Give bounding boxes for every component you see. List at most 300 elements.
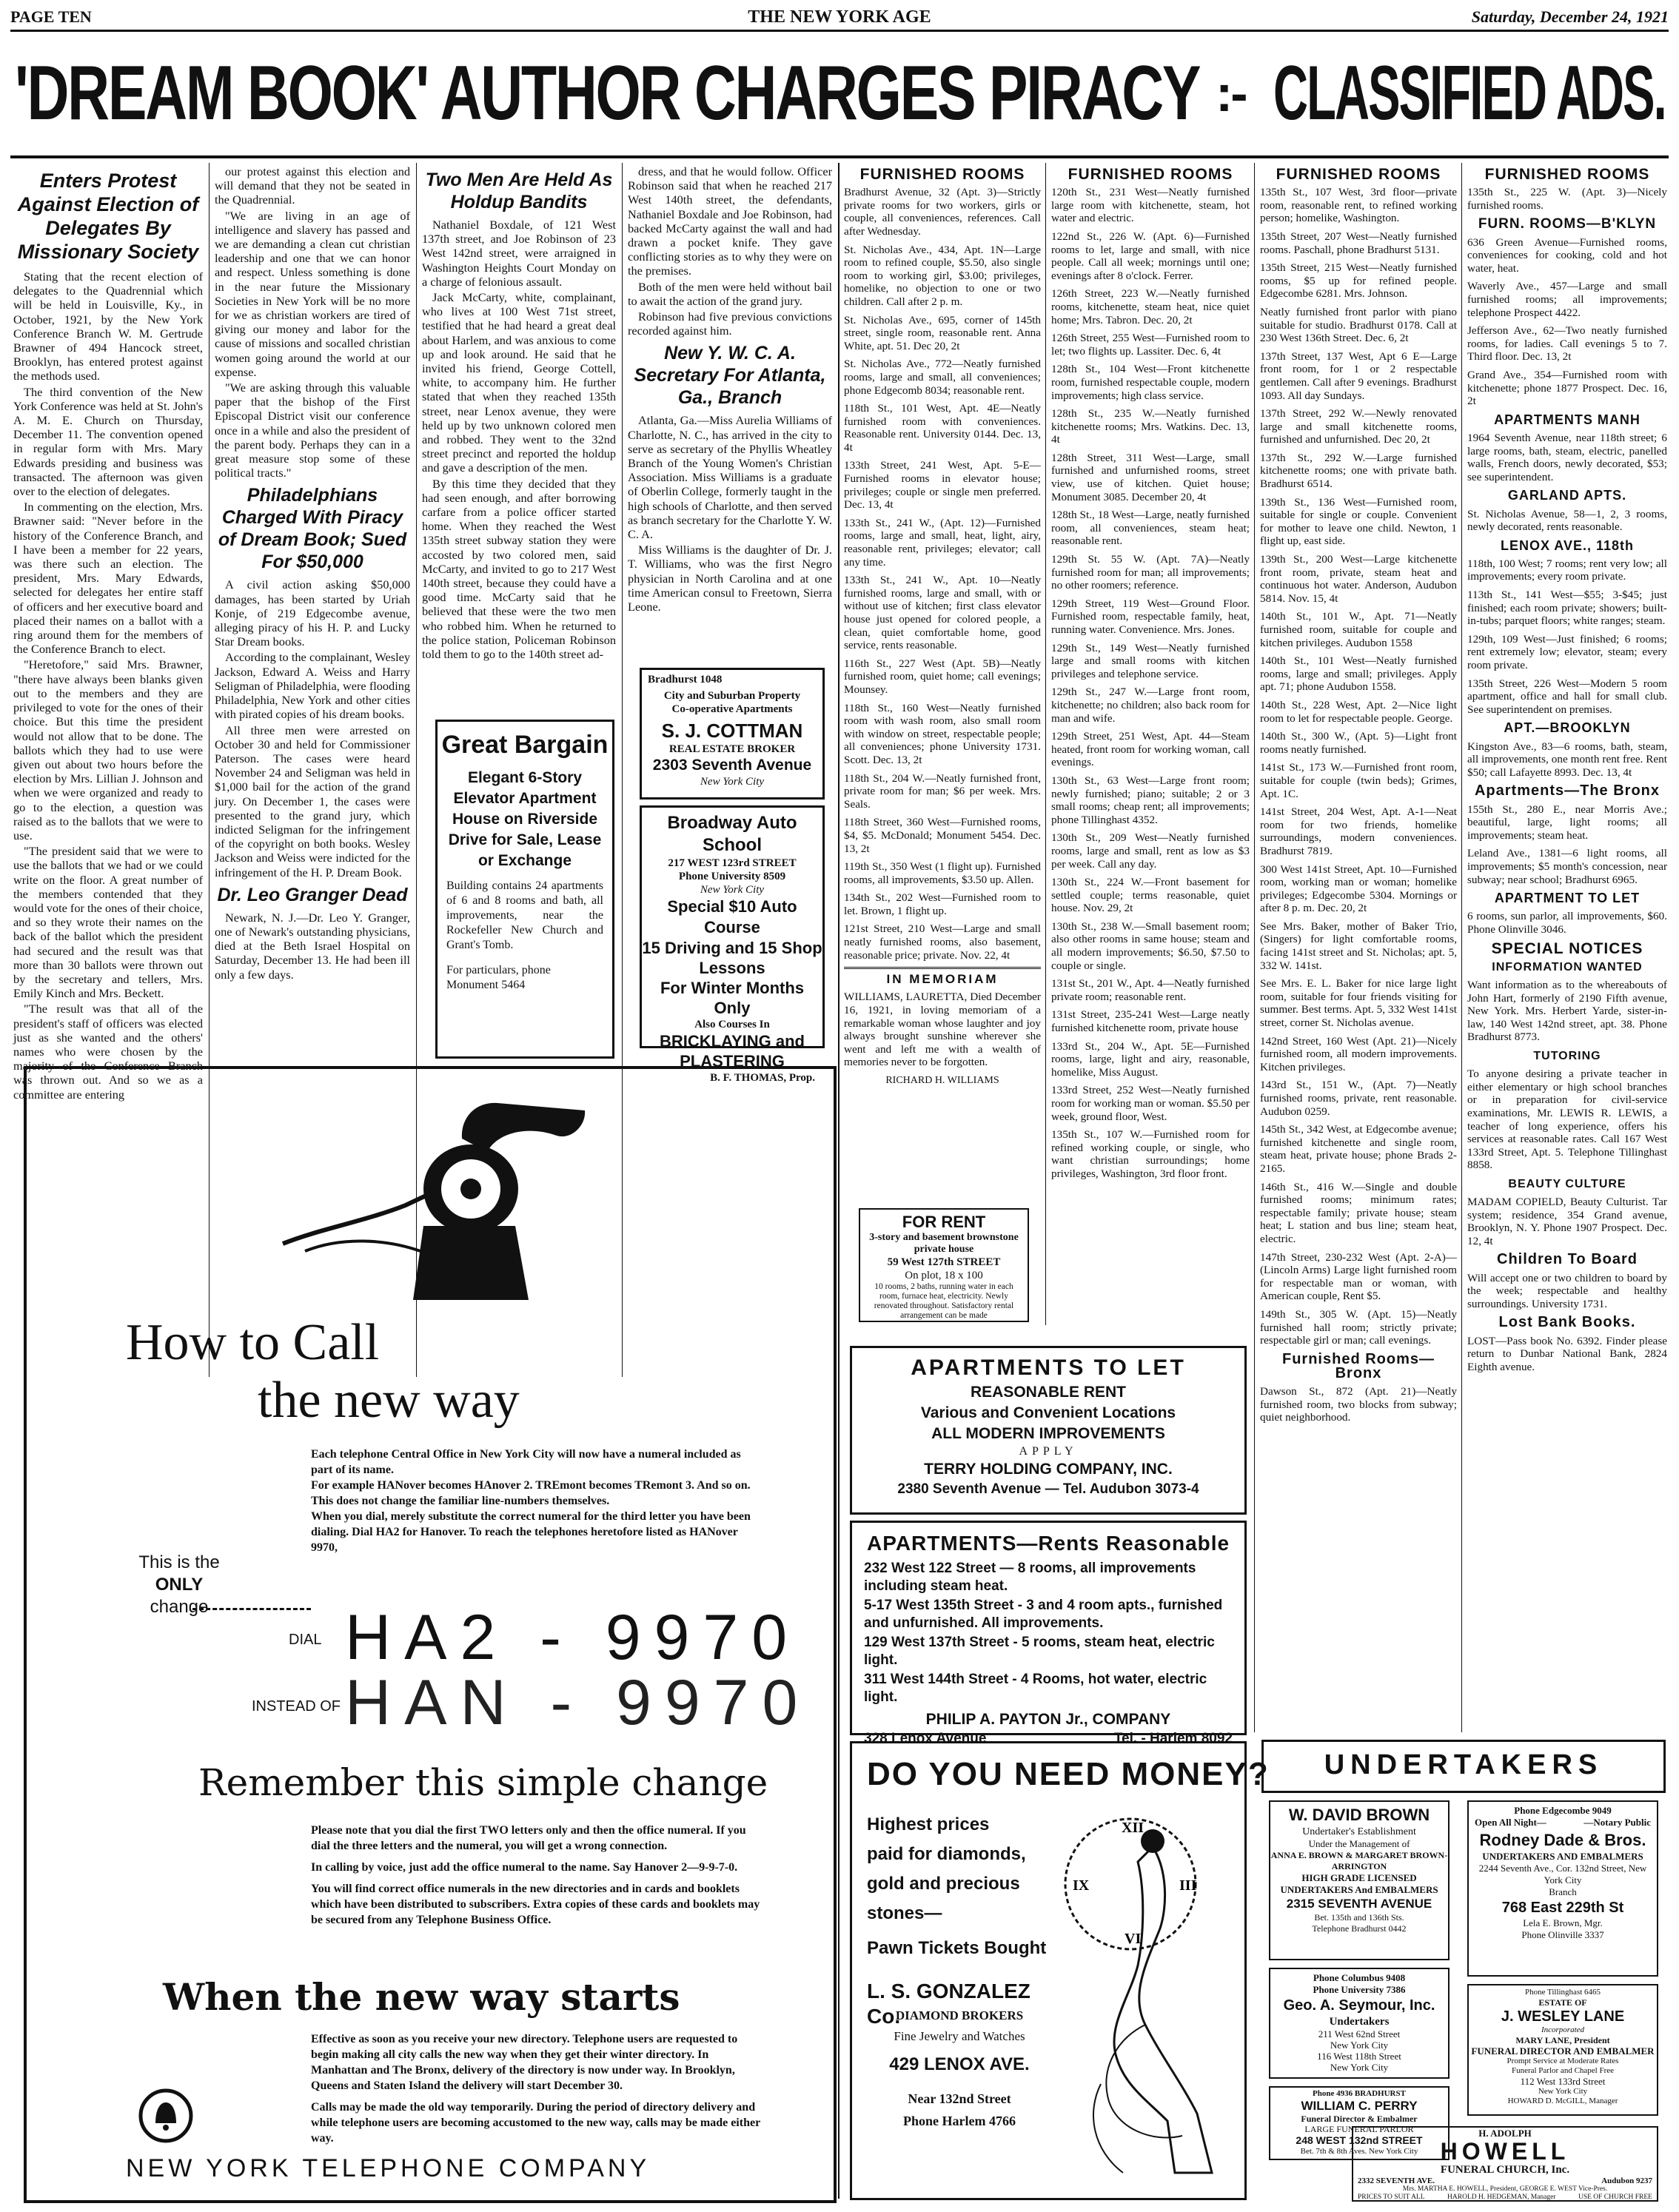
ad-title: Great Bargain [441, 731, 609, 759]
paragraph: Stating that the recent election of delegates to the Quadrennial which will be held in Louisville, Ky., in October, 1921, by the New York Conference Branch W. M. Gertrude Brawner of 494 Hancock street, Brooklyn, has entered protest against the methods used. [13, 269, 203, 383]
ad-name: Rodney Dade & Bros. [1479, 1831, 1646, 1849]
listing-item: 134th St., 202 West—Furnished room to let. Brown, 1 flight up. [844, 891, 1041, 917]
listing-item: 129th Street, 251 West, Apt. 44—Steam heated, front room for working woman, call evenings. [1051, 730, 1250, 769]
listing-item: 118th St., 204 W.—Neatly furnished front, private room for man; $6 per week. Mrs. Seals. [844, 771, 1041, 811]
ad-line: New York City [700, 884, 765, 896]
headline-ywca: New Y. W. C. A. Secretary For Atlanta, Ga., Branch [634, 343, 826, 409]
listing-item: Grand Ave., 354—Furnished room with kitchenette; phone 1877 Prospect. Dec. 16, 2t [1467, 368, 1667, 408]
listing-group [1467, 432, 1667, 483]
memoriam-signature: RICHARD H. WILLIAMS [885, 1075, 999, 1087]
section-title: SPECIAL NOTICES [1491, 939, 1643, 957]
headline-holdup: Two Men Are Held As Holdup Bandits [425, 170, 613, 212]
listing-item: 118th St., 160 West—Neatly furnished room with wash room, also small room with window on street, respectable people; all conveniences; phone University 1731. Scott. Dec. 13, 2t [844, 701, 1041, 766]
section-title: FURNISHED ROOMS [1068, 166, 1233, 183]
ad-need-money [850, 1741, 1270, 2200]
tel-effective [311, 2031, 763, 2146]
paragraph: All three men were arrested on October 30 and held for Commissioner Paterson. The cases were heard November 24 and Seligman was held in $1,000 bail for the action of the grand jury. On December 1, the cases were presented to the grand jury, which indicted Seligman for the infringement of the copyright on both books. Wesley Jackson and Weiss were indicted for the infringement of the H. P. Dream Book. [215, 723, 410, 879]
listing-item: 135th St., 107 W.—Furnished room for refined working couple, or single, who want christian surroundings; home privileges, Washington, 3rd floor front. [1051, 1128, 1250, 1180]
ad-line: On plot, 18 x 100 [905, 1270, 983, 1281]
ad-line: Funeral Parlor and Chapel Free [1511, 2066, 1615, 2075]
ad-line: New York City [700, 776, 765, 788]
listing-item: 129th St. 55 W. (Apt. 7A)—Neatly furnished room for man; all improvements; no other roomers; reference. [1051, 553, 1250, 592]
ad-line: 10 rooms, 2 baths, running water in each room, furnace heat, electricity. Newly renovated throughout. Satisfactory rental arrangement can be made [874, 1282, 1014, 1320]
bell-logo-icon [138, 2088, 194, 2144]
ad-line [1358, 2176, 1652, 2185]
listing-item: St. Nicholas Ave., 695, corner of 145th street, single room, reasonable rent. Anna White, apt. 51. Dec 20, 2t [844, 313, 1041, 352]
listing-item: 130th St., 224 W.—Front basement for settled couple; terms reasonable, quiet house. Nov. 29, 2t [1051, 876, 1250, 915]
ad-cottman [640, 668, 825, 800]
ad-line: Co-operative Apartments [671, 703, 793, 715]
ad-title: DO YOU NEED MONEY? [867, 1756, 1270, 1792]
section-title: UNDERTAKERS [1324, 1749, 1603, 1780]
listing-item: 128th St., 18 West—Large, neatly furnished room, all conveniences, steam heat; reasonable rent. [1051, 509, 1250, 548]
memoriam-title: IN MEMORIAM [886, 972, 999, 987]
ad-line: FUNERAL CHURCH, Inc. [1440, 2164, 1570, 2176]
ad-line: ANNA E. BROWN & MARGARET BROWN-ARRINGTON [1270, 1850, 1448, 1871]
listing-item: See Mrs. E. L. Baker for nice large light room, suitable for four friends visiting for summer. Best terms. Apt. 5, 332 West 141st street, corner St. Nicholas avenue. [1260, 977, 1457, 1030]
paragraph: Each telephone Central Office in New York City will now have a numeral included as part of its name. [311, 1448, 741, 1476]
note-line: ONLY [155, 1575, 204, 1595]
ad-title: APARTMENTS—Rents Reasonable [867, 1532, 1230, 1555]
ad-body: Building contains 24 apartments of 6 and 8 rooms and bath, all improvements, near the Rockefeller New Church and Grant's Tomb. [446, 879, 603, 951]
telephone-icon [275, 1081, 594, 1303]
listing-item: 137th Street, 137 West, Apt 6 E—Large front room, for 1 or 2 respectable gentlemen. Call after 9 evenings. Bradhurst 1093. All day Sundays. [1260, 349, 1457, 402]
section-title: APARTMENT TO LET [1494, 891, 1641, 906]
ad-line: DIAMOND BROKERS [895, 2008, 1024, 2022]
classified-misc [1467, 164, 1667, 1732]
headline-granger: Dr. Leo Granger Dead [217, 884, 408, 905]
classified-furnished-rooms-1 [844, 164, 1041, 1193]
ad-line: New York City [1330, 2040, 1389, 2051]
listing-item: 113th St., 141 West—$55; 3-$45; just finished; each room private; showers; built-in-tubs; parquet floors; white ranges; steam. [1467, 589, 1667, 628]
listing-item: 143rd St., 151 W., (Apt. 7)—Neatly furnished rooms, private, rent reasonable. Audubon 0259. [1260, 1079, 1457, 1118]
ad-line: 129 West 137th Street - 5 rooms, steam heat, electric light. [864, 1635, 1215, 1668]
ad-line: BRICKLAYING and [660, 1032, 805, 1050]
section-title: FURNISHED ROOMS [859, 166, 1025, 183]
ad-phone: Bradhurst 1048 [648, 674, 723, 686]
paragraph: Newark, N. J.—Dr. Leo Y. Granger, one of Newark's outstanding physicians, died at the Beth Israel Hospital on Saturday, December 13. He had been ill only a few days. [215, 910, 410, 982]
ad-line: Phone University 8509 [678, 871, 786, 882]
listing-item: 121st Street, 210 West—Large and small neatly furnished rooms, also basement, reasonable price; private. Nov. 22, 4t [844, 922, 1041, 962]
ad-title: APARTMENTS TO LET [911, 1355, 1186, 1380]
listing-item: 129th St., 247 W.—Large front room, kitchenette; no children; also back room for man and wife. [1051, 686, 1250, 725]
listing-item: 137th Street, 292 W.—Newly renovated large and small kitchenette rooms, furnished and unfurnished. Dec 20, 2t [1260, 407, 1457, 446]
listing-item: St. Nicholas Avenue, 58—1, 2, 3 rooms, newly decorated, rents reasonable. [1467, 507, 1667, 534]
ad-line: 15 Driving and 15 Shop [642, 939, 822, 957]
section-title: FURN. ROOMS—B'KLYN [1478, 216, 1657, 232]
listing-item: 118th, 100 West; 7 rooms; rent very low; all improvements; every room private. [1467, 557, 1667, 583]
listing-item: 118th Street, 360 West—Furnished rooms, $4, $5. McDonald; Monument 5454. Dec. 13, 2t [844, 816, 1041, 855]
listing-item: 1964 Seventh Avenue, near 118th street; 6 large rooms, bath, steam, electric, panelled walls, French doors, newly decorated, $53; see superintendent. [1467, 431, 1667, 483]
section-title: FURNISHED ROOMS [1276, 166, 1441, 183]
ad-line: HOWARD D. McGILL, Manager [1507, 2097, 1618, 2105]
ad-line: New York City [1538, 2087, 1588, 2096]
listing-item: Bradhurst Avenue, 32 (Apt. 3)—Strictly private rooms for two workers, girls or couple, all conveniences, references. Call after Wednesday. [844, 186, 1041, 238]
undertakers-header [1261, 1740, 1666, 1793]
column-rule [1254, 163, 1255, 1732]
ad-line: UNDERTAKERS And EMBALMERS [1280, 1884, 1438, 1895]
paragraph: According to the complainant, Wesley Jackson, Edward A. Weiss and Harry Seligman of Philadelphia, were flooding Philadelphia, New York and other cities with pirated copies of his dream books. [215, 650, 410, 722]
listing-item: 120th St., 231 West—Neatly furnished large room with kitchenette, steam, hot water and electric. [1051, 186, 1250, 225]
listing-item: 145th St., 342 West, at Edgecombe avenue; furnished kitchenette and single room, steam heat, private house; phone Brads 2-2165. [1260, 1123, 1457, 1175]
banner-separator: :- [1216, 64, 1246, 122]
clock-dancer-illustration-icon [1056, 1803, 1234, 2188]
tel-remember: Remember this simple change [198, 1761, 768, 1804]
ad-line: H. ADOLPH [1478, 2128, 1532, 2139]
column-rule [838, 163, 840, 2199]
listing-item: 147th Street, 230-232 West (Apt. 2-A)—(Lincoln Arms) Large light furnished room for respectable man or woman, with American couple, Rent $5. [1260, 1250, 1457, 1303]
ad-telephone [24, 1066, 837, 2203]
listing-item: 139th St., 136 West—Furnished room, suitable for single or couple. Convenient for mother to leave one child. Newton, 1 flight up, east side. [1260, 495, 1457, 548]
section-title: Children To Board [1497, 1251, 1638, 1268]
ad-line [1475, 1817, 1651, 1829]
listing-item: 6 rooms, sun parlor, all improvements, $60. Phone Olinville 3046. [1467, 910, 1667, 936]
listing-item: Waverly Ave., 457—Large and small furnished rooms; all improvements; telephone Prospect 4422. [1467, 280, 1667, 319]
listing-item: Leland Ave., 1381—6 light rooms, all improvements; $5 month's concession, near subway; near school; Bradhurst 6965. [1467, 847, 1667, 886]
ad-line: Under the Management of [1308, 1838, 1410, 1849]
listing-item: 133th St., 241 W., (Apt. 12)—Furnished rooms, large and small, heat, light, airy, reasonable rent, privileges; elevator; call any time. [844, 516, 1041, 569]
listing-item: 135th Street, 215 West—Neatly furnished rooms, $5 up for refined people. Edgecombe 6281. Mrs. Johnson. [1260, 261, 1457, 301]
paragraph: "The result was that all of the president's staff of officers was elected just as she wanted and the others' names who were chosen by the majority of the Conference Branch was thrown out. And so we as a committee are entering [13, 1002, 203, 1102]
listing-item: To anyone desiring a private teacher in either elementary or high school branches or in preparation for civil-service examinations, Mr. LEWIS R. LEWIS, a teacher of long experience, offers his services at reasonable rates. Call 167 West 133rd Street, Apt. 5. Telephone Tillinghast 8858. [1467, 1068, 1667, 1172]
banner-headline: 'DREAM BOOK' AUTHOR CHARGES PIRACY [15, 50, 1200, 136]
column-rule [1461, 163, 1462, 1732]
ad-line: Lessons [699, 959, 765, 977]
listing-item: 129th, 109 West—Just finished; 6 rooms; rent extremely low; elevator, steam; every room private. [1467, 632, 1667, 672]
ad-name: PHILIP A. PAYTON Jr., COMPANY [925, 1711, 1171, 1728]
ad-phone: Telephone Bradhurst 0442 [1312, 1923, 1407, 1934]
paragraph: Please note that you dial the first TWO letters only and then the office numeral. If you dial the three letters and the numeral, you will get a wrong connection. [311, 1824, 746, 1852]
section-title: INFORMATION WANTED [1492, 960, 1643, 973]
listing-item: 155th St., 280 E., near Morris Ave.; beautiful, large, light rooms; all improvements; steam heat. [1467, 802, 1667, 842]
ad-line: Prompt Service at Moderate Rates [1507, 2057, 1619, 2065]
ad-line: B. F. THOMAS, Prop. [710, 1072, 815, 1084]
ad-phone: Phone Tillinghast 6465 [1524, 1988, 1601, 1997]
listing-item: 139th St., 200 West—Large kitchenette front room, private, steam heat and continuous hot water. Anderson, Audubon 5814. Nov. 15, 4t [1260, 553, 1457, 605]
headline-missionary: Enters Protest Against Election of Delegates By Missionary Society [17, 170, 199, 263]
ad-line: Funeral Director & Embalmer [1301, 2114, 1418, 2124]
newspaper-page [10, 7, 1669, 2205]
headline-philadelphians: Philadelphians Charged With Piracy of Dream Book; Sued For $50,000 [218, 485, 407, 573]
listing-item: 119th St., 350 West (1 flight up). Furnished rooms, all improvements, $3.50 up. Allen. [844, 860, 1041, 886]
ad-name: W. DAVID BROWN [1288, 1806, 1430, 1824]
listing-group [1467, 803, 1667, 887]
ad-title: FOR RENT [902, 1213, 986, 1231]
listing-item: 135th St., 107 West, 3rd floor—private room, reasonable rent, to refined working person; homelike, Washington. [1260, 186, 1457, 225]
listing-item: 140th St., 228 West, Apt. 2—Nice light room to let for respectable people. George. [1260, 698, 1457, 725]
paragraph: When you dial, merely substitute the correct numeral for the third letter you have been dialing. Dial HA2 for Hanover. To reach the telephones heretofore listed as HANover 9970, [311, 1510, 751, 1554]
paragraph: You will find correct office numerals in the new directories and in cards and booklets which have been distributed to subscribers. Extra copies of these cards and booklets may be secured from any Telephone Business Office. [311, 1883, 760, 1926]
ad-phone: Phone Olinville 3337 [1521, 1929, 1604, 1940]
ad-name: J. WESLEY LANE [1501, 2008, 1625, 2025]
paragraph: In commenting on the election, Mrs. Brawner said: "Never before in the history of the Conference Branch, and I have been a member for 22 years, was there such an election. The president, Mrs. Mary Edwards, selected for delegates her entire staff of officers and her executive board and placed their names on a ballot with a ring around them for the members of the Conference Branch to elect. [13, 500, 203, 657]
ad-title: Broadway Auto School [667, 813, 797, 855]
ad-line: Lela E. Brown, Mgr. [1523, 1917, 1603, 1928]
listing-item: Want information as to the whereabouts of John Hart, formerly of 2190 Fifth avenue, New York. Mrs. Herbert Yarde, sister-in-law, 140 West 142nd street, apt. 38. Phone Bradhurst 8773. [1467, 978, 1667, 1044]
listing-item: See Mrs. Baker, mother of Baker Trio, (Singers) for light comfortable rooms, facing 141st street and St. Nicholas; apt. 5, 332 W. 141st. [1260, 919, 1457, 972]
tel-headline-1: How to Call [126, 1314, 380, 1371]
classified-furnished-rooms-2 [1051, 164, 1250, 1334]
listing-item: 133rd St., 204 W., Apt. 5E—Furnished rooms, large, light and airy, reasonable, homelike, Miss August. [1051, 1039, 1250, 1079]
listing-item: Neatly furnished front parlor with piano suitable for studio. Bradhurst 0178. Call at 230 West 136th Street. Dec. 6, 2t [1260, 305, 1457, 345]
listing-item: 126th Street, 223 W.—Neatly furnished rooms, kitchenette, steam heat, nice quiet home; Mrs. Tabron. Dec. 20, 2t [1051, 287, 1250, 326]
listing-item: Dawson St., 872 (Apt. 21)—Neatly furnished room, two blocks from subway; quiet neighborhood. [1260, 1385, 1457, 1424]
dial-new-number: HA2 - 9970 [345, 1602, 801, 1673]
listing-item: 131st St., 201 W., Apt. 4—Neatly furnished private room; reasonable rent. [1051, 977, 1250, 1003]
ad-line: Bet. 135th and 136th Sts. [1314, 1912, 1404, 1923]
ad-line: PLASTERING [680, 1052, 785, 1070]
listing-item: 140th St., 101 W., Apt. 71—Neatly furnished room, suitable for couple and kitchen privileges. Audubon 1558 [1260, 610, 1457, 649]
listing-group [1467, 589, 1667, 716]
tel-company: NEW YORK TELEPHONE COMPANY [126, 2154, 651, 2182]
note-line: This is the [138, 1552, 220, 1572]
paragraph: "The president said that we were to use the ballots that we had or we could write on the floor. A great number of the members contended that they would vote for the ones of their choice, and so they wrote their names on the back of the ballot which the president had secured and the result was that more than 30 ballots were thrown out by the secretary and tellers, Mrs. Emily Kinch and Mrs. Beckett. [13, 844, 203, 1001]
ad-line: LARGE FUNERAL PARLOR [1304, 2124, 1414, 2134]
ad-address: 2315 SEVENTH AVENUE [1286, 1897, 1432, 1911]
listing-item: Jefferson Ave., 62—Two neatly furnished rooms, for ladies. Call evenings 5 to 7. Third floor. Dec. 13, 2t [1467, 324, 1667, 363]
ad-apartments-payton [850, 1521, 1247, 1746]
top-rule [10, 30, 1669, 32]
article-holdup [422, 164, 616, 709]
section-title: APT.—BROOKLYN [1504, 720, 1631, 736]
masthead-small: THE NEW YORK AGE [748, 7, 931, 27]
listing-item: 141st St., 173 W.—Furnished front room, suitable for couple (twin beds); Grimes, Apt. 1C. [1260, 761, 1457, 800]
ad-line: Mrs. MARTHA E. HOWELL, President, GEORGE E. WEST Vice-Pres. [1402, 2185, 1608, 2193]
listing-item: 126th Street, 255 West—Furnished room to let; two flights up. Lassiter. Dec. 6, 4t [1051, 332, 1250, 358]
ad-subtitle: Elegant 6-Story Elevator Apartment House on Riverside Drive for Sale, Lease or Exchange [448, 769, 602, 869]
ad-line: MARY LANE, President [1515, 2035, 1610, 2045]
ad-line: Bet. 7th & 8th Aves. New York City [1300, 2147, 1418, 2156]
listing-group [1260, 186, 1457, 1347]
section-title: TUTORING [1533, 1049, 1601, 1062]
section-title: BEAUTY CULTURE [1508, 1177, 1626, 1190]
listing-group [1467, 236, 1667, 408]
paragraph: Atlanta, Ga.—Miss Aurelia Williams of Charlotte, N. C., has arrived in the city to serve as secretary of the Phyllis Wheatley Branch of the Young Women's Christian Association. Miss Williams is a graduate of Oberlin College, formerly taught in the high schools of Charlotte, and then served as branch secretary for the Charlotte Y. W. C. A. [628, 413, 832, 542]
ad-line: Special $10 Auto Course [667, 897, 797, 936]
ad-apartments-to-let [850, 1346, 1247, 1515]
ad-phone: Phone Columbus 9408 [1313, 1972, 1406, 1983]
ad-dade-undertaker [1467, 1800, 1658, 1977]
listing-item: 140th St., 300 W., (Apt. 5)—Light front rooms neatly furnished. [1260, 730, 1457, 756]
ad-line: Pawn Tickets Bought [867, 1938, 1047, 1958]
paragraph: "We are asking through this valuable paper that the bishop of the First Episcopal District visit our conference once in a while and also the president of the parent body. Perhaps they can in a great measure stop some of these political tracts." [215, 381, 410, 480]
ad-phone: Phone University 7386 [1313, 1984, 1406, 1995]
ad-howell-funeral-church [1352, 2126, 1658, 2202]
ad-line: 232 West 122 Street — 8 rooms, all improvements including steam heat. [864, 1561, 1196, 1594]
section-title: LENOX AVE., 118th [1500, 537, 1635, 553]
paragraph: "Heretofore," said Mrs. Brawner, "there have always been blanks given out to the members and they are privileged to vote for the ones of their choice. But this time the president would not allow that to be done. The ballots which they had to use were given out about two hours before the election by Mrs. Lillian J. Johnson and when we were organized and ready to go to the election, a question was raised as to the ballots that we were to use. [13, 657, 203, 842]
paragraph: Calls may be made the old way temporarily. During the period of directory delivery and while telephone users are becoming accustomed to the new way, calls may be made either way. [311, 2101, 760, 2145]
ad-address: 429 LENOX AVE. [889, 2054, 1030, 2074]
page-number: PAGE TEN [10, 7, 92, 26]
listing-item: 131st Street, 235-241 West—Large neatly furnished kitchenette room, private house [1051, 1008, 1250, 1035]
dial-label: DIAL [289, 1632, 322, 1648]
ad-phone: Tel. - Harlem 8092 [1113, 1731, 1233, 1746]
paragraph: our protest against this election and will demand that they not be seated in the Quadrennial. [215, 164, 410, 207]
ad-address: 248 WEST 132nd STREET [1296, 2134, 1423, 2146]
listing-item: 137th St., 292 W.—Large furnished kitchenette rooms; one with private bath. Bradhurst 6514. [1260, 451, 1457, 491]
ad-line: Undertakers [1329, 2016, 1390, 2028]
ad-line [1358, 2193, 1652, 2202]
listing-item: 128th Street, 311 West—Large, small furnished and unfurnished rooms, street view, use of kitchen. Quiet house; Monument 3085. December 20, 4t [1051, 451, 1250, 503]
ad-line: USE OF CHURCH FREE [1578, 2193, 1652, 2201]
listing-item: 128th St., 104 West—Front kitchenette room, furnished respectable couple, modern improvements; high class service. [1051, 363, 1250, 402]
ad-brown-undertaker [1269, 1800, 1450, 1960]
ad-line: 5-17 West 135th Street - 3 and 4 room apts., furnished and unfurnished. All improvements. [864, 1598, 1223, 1631]
section-title-bronx: Furnished Rooms—Bronx [1281, 1350, 1435, 1381]
ad-line: HIGH GRADE LICENSED [1301, 1872, 1417, 1883]
ad-seymour-undertaker [1269, 1968, 1450, 2079]
ad-address: 2303 Seventh Avenue [652, 757, 812, 774]
paragraph: For example HANover becomes HAnover 2. TREmont becomes TRemont 3. And so on. [311, 1479, 751, 1492]
ad-line: Near 132nd Street [908, 2091, 1011, 2106]
issue-date: Saturday, December 24, 1921 [1471, 7, 1669, 26]
ad-name: WILLIAM C. PERRY [1301, 2099, 1418, 2113]
folio-line [10, 7, 1669, 28]
listing-item: 116th St., 227 West (Apt. 5B)—Neatly furnished room, quiet home; call evenings; Mounsey. [844, 657, 1041, 696]
ad-line: 311 West 144th Street - 4 Rooms, hot water, electric light. [864, 1672, 1207, 1705]
dashed-arrow [192, 1608, 311, 1612]
listing-item: 300 West 141st Street, Apt. 10—Furnished room, working man or woman; homelike privileges; Edgecombe 5304. Mornings or after 8 p. m. Dec. 20, 2t [1260, 862, 1457, 915]
listing-item: MADAM COPIELD, Beauty Culturist. Tar system; residence, 354 Grand avenue, Brooklyn, N. Y. Phone 1907 Prospect. Dec. 12, 4t [1467, 1196, 1667, 1247]
ad-line: 3-story and basement brownstone private house [869, 1232, 1019, 1255]
paragraph: dress, and that he would follow. Officer Robinson said that when he reached 217 West 140th street, the defendants, Nathaniel Boxdale and Joe Robinson, had backed McCarty against the wall and had drawn a pocket knife. They gave conflicting stories as to why they were on the premises. [628, 164, 832, 278]
tel-when: When the new way starts [163, 1975, 680, 2019]
ad-for-rent [859, 1208, 1029, 1322]
ad-auto-school [640, 805, 825, 1084]
section-title: Lost Bank Books. [1498, 1314, 1636, 1331]
ad-line: ALL MODERN IMPROVEMENTS [931, 1425, 1165, 1442]
memoriam-text: WILLIAMS, LAURETTA, Died December 16, 1921, in loving memoriam of a remarkable woman whose laughter and joy always brought sunshine wherever she went and left me with a wealth of memories never to be forgotten. [844, 991, 1041, 1069]
paragraph: In calling by voice, just add the office numeral to the name. Say Hanover 2—9-9-7-0. [311, 1861, 738, 1874]
ad-great-bargain [435, 720, 614, 1059]
ad-line: REASONABLE RENT [970, 1384, 1126, 1401]
paragraph: Jack McCarty, white, complainant, who lives at 100 West 71st street, testified that he had heard a great deal about Harlem, and was anxious to come up and look around. He said that he invited his friend, George Cottell, white, to accompany him. He further stated that when they reached 135th street, near Lenox avenue, they were held up by two unknown colored men and robbed. They went to the 32nd street precinct and reported the holdup and gave a description of the men. [422, 290, 616, 475]
ad-address: 2332 SEVENTH AVE. [1358, 2176, 1435, 2185]
ad-line: Various and Convenient Locations [920, 1404, 1176, 1421]
listing-item: 118th St., 101 West, Apt. 4E—Neatly furnished room with conveniences. Reasonable rent. University 0144. Dec. 13, 4t [844, 402, 1041, 454]
ad-line: Incorporated [1541, 2025, 1585, 2034]
paragraph: Both of the men were held without bail to await the action of the grand jury. [628, 279, 832, 308]
listing-item: Kingston Ave., 83—6 rooms, bath, steam, all improvements, one month rent free. Rent $50; call Lafayette 8993. Dec. 13, 4t [1467, 740, 1667, 779]
classified-furnished-rooms-3 [1260, 164, 1457, 1732]
ad-line: City and Suburban Property [663, 690, 801, 702]
ad-contact: For particulars, phone Monument 5464 [446, 964, 551, 991]
ad-line: PRICES TO SUIT ALL [1358, 2193, 1425, 2201]
svg-text:IX: IX [1073, 1877, 1090, 1894]
paragraph: A civil action asking $50,000 damages, has been started by Uriah Konje, of 219 Edgecombe avenue, alleging piracy of his H. P. and Lucky Star Dream books. [215, 577, 410, 649]
ad-address: 211 West 62nd Street [1318, 2028, 1401, 2040]
listing-item: 140th St., 101 West—Neatly furnished rooms, large and small; privileges. Apply apt. 71; phone Audubon 1558. [1260, 654, 1457, 694]
section-title: Apartments—The Bronx [1474, 782, 1660, 800]
section-title: FURNISHED ROOMS [1484, 166, 1650, 183]
ad-address: 328 Lenox Avenue [864, 1731, 987, 1746]
listing-item: 133th St., 241 W., Apt. 10—Neatly furnished rooms, large and small, with or without use of kitchen; first class elevator house just opened for colored people, a clean, quiet comfortable home, good service, rents reasonable. [844, 574, 1041, 652]
ad-address: 116 West 118th Street [1317, 2051, 1401, 2062]
listing-item: 122nd St., 226 W. (Apt. 6)—Furnished rooms to let, large and small, with nice people. Call all week; mornings until one; evenings after 8 o'clock. Ferrer. [1051, 229, 1250, 282]
ad-line: UNDERTAKERS AND EMBALMERS [1482, 1851, 1643, 1862]
ad-phone: Audubon 9237 [1601, 2176, 1652, 2185]
paragraph: Nathaniel Boxdale, of 121 West 137th street, and Joe Robinson of 23 West 142nd street, were arraigned in Washington Heights Court Monday on a charge of felonious assault. [422, 218, 616, 289]
ad-line: Highest prices paid for diamonds, gold and precious stones— [867, 1814, 1026, 1923]
section-title: GARLAND APTS. [1507, 488, 1627, 503]
listing-group [1051, 186, 1250, 1180]
ad-address: 2244 Seventh Ave., Cor. 132nd Street, New York City [1478, 1863, 1647, 1886]
listing-item: LOST—Pass book No. 6392. Finder please return to Dunbar National Bank, 2824 Eighth avenue. [1467, 1334, 1667, 1373]
listing-group [844, 186, 1041, 962]
banner-rule [10, 155, 1669, 158]
tel-instructions [311, 1823, 763, 1928]
classified-banner: CLASSIFIED ADS. [1273, 50, 1666, 136]
listing-item: 130th St., 209 West—Neatly furnished rooms, large and small, rent as low as $3 per week. Call any day. [1051, 831, 1250, 871]
listing-item: 133rd Street, 252 West—Neatly furnished room for working man or woman. $5.50 per week, ground floor, West. [1051, 1084, 1250, 1123]
paragraph: This does not change the familiar line-numbers themselves. [311, 1495, 610, 1507]
listing-item: 130th St., 238 W.—Small basement room; also other rooms in same house; steam and all modern improvements; $6.50, $7.50 to couple or single. [1051, 919, 1250, 972]
ad-line: Branch [1549, 1886, 1577, 1897]
paragraph: Effective as soon as you receive your new directory. Telephone users are requested to begin making all city calls the new way when they get their winter directory. In Manhattan and The Bronx, delivery of the directory is now under way. In Brooklyn, Queens and Staten Island the delivery will start December 30. [311, 2033, 738, 2092]
listing-item: 149th St., 305 W. (Apt. 15)—Neatly furnished hall room; strictly private; respectable girl or man; call evenings. [1260, 1307, 1457, 1347]
listing-item: 135th Street, 226 West—Modern 5 room apartment, office and hall for small club. See superintendent on premises. [1467, 677, 1667, 716]
listing-item: St. Nicholas Ave., 772—Neatly furnished rooms, large and small, all conveniences; phone Edgecomb 8034; reasonable rent. [844, 358, 1041, 397]
ad-line: 59 West 127th STREET [887, 1256, 1001, 1268]
note-line: change [150, 1597, 209, 1617]
tel-headline-2: the new way [258, 1372, 520, 1429]
listing-item: 142nd Street, 160 West (Apt. 21)—Nicely furnished room, all modern improvements. Kitchen privileges. [1260, 1034, 1457, 1073]
ad-address: 112 West 133rd Street [1520, 2076, 1606, 2087]
listing-item: 135th St., 225 W. (Apt. 3)—Nicely furnished rooms. [1467, 186, 1667, 212]
ad-line: APPLY [1019, 1445, 1078, 1458]
ad-name: S. J. COTTMAN [661, 720, 803, 742]
listing-item: 135th Street, 207 West—Neatly furnished rooms. Paschall, phone Bradhurst 5131. [1260, 229, 1457, 256]
ad-line: Undertaker's Establishment [1302, 1826, 1416, 1837]
ad-line: Also Courses In [694, 1019, 770, 1030]
ad-line: New York City [1330, 2062, 1389, 2073]
listing-item: Will accept one or two children to board by the week; respectable and healthy surroundings. University 1731. [1467, 1271, 1667, 1310]
ad-name: TERRY HOLDING COMPANY, INC. [924, 1461, 1173, 1478]
paragraph: Miss Williams is the daughter of Dr. J. T. Williams, who was the first Negro physician in North Carolina and at one time American consul to Freetown, Sierra Leone. [628, 543, 832, 614]
ad-address: 768 East 229th St [1501, 1900, 1624, 1916]
ad-line: REAL ESTATE BROKER [668, 743, 796, 755]
ad-line: 217 WEST 123rd STREET [668, 857, 797, 869]
tel-intro [311, 1447, 763, 1555]
column-rule [1045, 163, 1046, 1325]
ad-line: Fine Jewelry and Watches [894, 2029, 1025, 2043]
ad-phone: Phone 4936 BRADHURST [1313, 2089, 1406, 2098]
listing-item: 130th St., 63 West—Large front room; newly furnished; piano; suitable; 2 or 3 small rooms; cheap rent; all improvements; phone Tillinghast 4352. [1051, 774, 1250, 826]
ad-line: HAROLD H. HEDGEMAN, Manager [1447, 2193, 1556, 2201]
ad-phone: Phone Harlem 4766 [903, 2114, 1016, 2128]
ad-line: FUNERAL DIRECTOR AND EMBALMER [1471, 2045, 1655, 2057]
ad-line: Open All Night— [1475, 1817, 1546, 1828]
ad-line: ESTATE OF [1538, 1997, 1587, 2008]
listing-item: 636 Green Avenue—Furnished rooms, conveniences for cooking, cold and hot water, heat. [1467, 235, 1667, 275]
paragraph: Robinson had five previous convictions recorded against him. [628, 309, 832, 338]
svg-text:XII: XII [1122, 1820, 1145, 1836]
listing-item: 129th Street, 119 West—Ground Floor. Furnished room, respectable family, heat, running water. Convenience. Mrs. Jones. [1051, 597, 1250, 637]
listing-item: 133th Street, 241 West, Apt. 5-E—Furnished rooms in elevator house; privileges; couple or single men preferred. Dec. 13, 4t [844, 459, 1041, 512]
instead-label: INSTEAD OF [252, 1698, 341, 1715]
ad-line: —Notary Public [1584, 1817, 1651, 1828]
listing-item: St. Nicholas Ave., 434, Apt. 1N—Large room to refined couple, $5.50, also single room to working girl, $3.00; privileges, homelike, no objection to one or two children. Call after 2 p. m. [844, 243, 1041, 308]
paragraph: The third convention of the New York Conference was held at St. John's A. M. E. Church on Thursday, December 11. The convention opened in regular form with Mrs. Mary Edwards presiding and business was transacted. The afternoon was given over to the election of delegates. [13, 384, 203, 499]
ad-lane-undertaker [1467, 1984, 1658, 2116]
listing-item: 146th St., 416 W.—Single and double furnished rooms; minimum rates; respectable family; private house; steam heat; L station and bus line; steam heat, electric. [1260, 1180, 1457, 1245]
ad-name: L. S. GONZALEZ Co. [867, 1980, 1030, 2028]
paragraph: "We are living in an age of intelligence and slavery has passed and we are demanding a clean cut christian leadership and one that we can honor and respect. Unless something is done in the near future the Missionary Societies in New York will be no more for we as christian workers are tired of giving our money and labor for the cause of missions and socalled christian women going around the world at our expense. [215, 208, 410, 379]
ad-name: HOWELL [1440, 2138, 1570, 2165]
ad-line: For Winter Months Only [660, 979, 805, 1017]
dial-old-number: HAN - 9970 [345, 1667, 811, 1738]
